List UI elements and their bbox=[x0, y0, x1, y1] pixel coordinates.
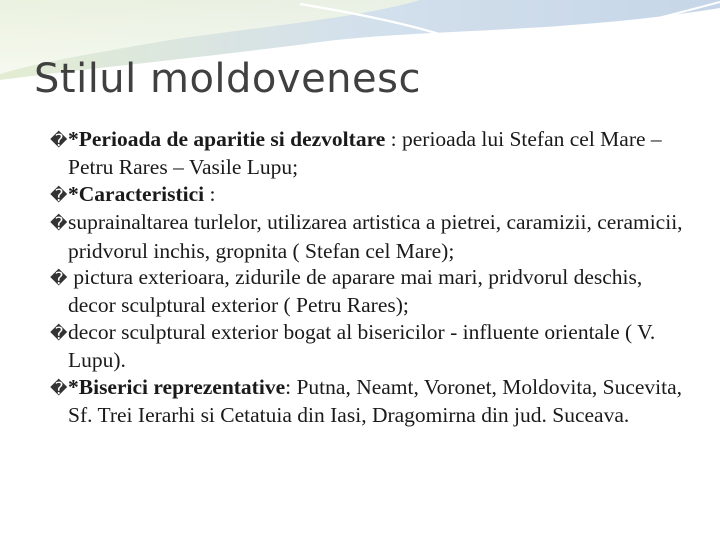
bullet-icon: � bbox=[50, 214, 68, 235]
bullet-text: : bbox=[204, 181, 216, 206]
bullet-icon: � bbox=[50, 269, 68, 290]
bullet-list bbox=[50, 126, 690, 428]
bullet-heading: *Perioada de aparitie si dezvoltare bbox=[68, 127, 386, 151]
bullet-item-caracteristici bbox=[50, 181, 690, 209]
bullet-item-perioada bbox=[50, 126, 690, 181]
bullet-item-petru bbox=[50, 264, 690, 319]
bullet-item-vasile bbox=[50, 319, 690, 374]
bullet-item-stefan bbox=[50, 209, 690, 264]
slide-title: Stilul moldovenesc bbox=[34, 56, 421, 102]
bullet-icon: � bbox=[50, 323, 68, 344]
bullet-heading: *Biserici reprezentative bbox=[68, 374, 286, 399]
bullet-text: decor sculptural exterior bogat al bisericilor - influente orientale ( V. Lupu). bbox=[68, 319, 656, 373]
bullet-icon: � bbox=[50, 131, 68, 151]
bullet-text: suprainaltarea turlelor, utilizarea artistica a pietrei, caramizii, ceramicii, pridvorul inchis, gropnita ( Stefan cel Mare); bbox=[68, 210, 683, 263]
bullet-heading: *Caracteristici bbox=[68, 181, 205, 206]
bullet-item-biserici bbox=[50, 374, 690, 429]
bullet-text: pictura exterioara, zidurile de aparare mai mari, pridvorul deschis, decor sculptural exterior ( Petru Rares); bbox=[68, 265, 643, 318]
bullet-text: : Putna, Neamt, Voronet, Moldovita, Sucevita, Sf. Trei Ierarhi si Cetatuia din Iasi, Dragomirna din jud. Suceava. bbox=[68, 374, 683, 428]
bullet-text: : perioada lui Stefan cel Mare – Petru Rares – Vasile Lupu; bbox=[68, 127, 662, 180]
bullet-icon: � bbox=[50, 378, 68, 399]
bullet-icon: � bbox=[50, 185, 68, 206]
